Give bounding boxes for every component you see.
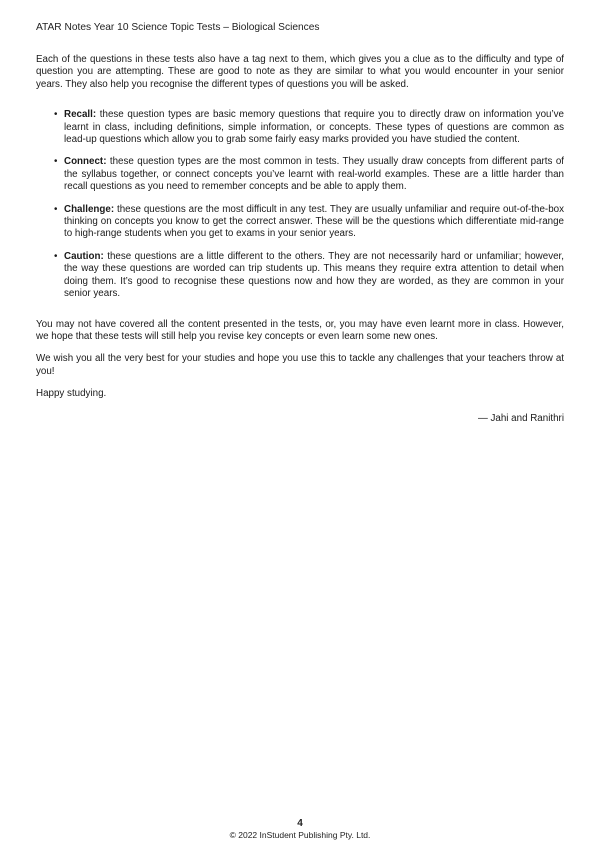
intro-paragraph: Each of the questions in these tests also have a tag next to them, which gives you a clue as to the difficulty and type of question you are attempting. These are good to note as they are similar to what you would encounter in your senior years. They also help you recognise the different types of questions you will be asked. bbox=[36, 54, 564, 90]
tag-description: these question types are the most common in tests. They usually draw concepts from different parts of the syllabus together, or connect concepts you’ve learnt with real-world examples. These are a little harder than recall questions as you need to remember concepts and be able to apply them. bbox=[64, 156, 564, 193]
tag-item-caution bbox=[36, 251, 564, 301]
tag-item-recall bbox=[36, 109, 564, 146]
tag-item-connect bbox=[36, 156, 564, 193]
closing-paragraph: Happy studying. bbox=[36, 388, 107, 400]
bullet-icon: • bbox=[54, 109, 58, 121]
bullet-icon: • bbox=[54, 203, 58, 215]
tag-description: these questions are a little different to the others. They are not necessarily hard or unfamiliar; however, the way these questions are worded can trip students up. This means they require extra attention to detail when doing them. It’s good to recognise these questions now and how they are worded, as they are common in your senior years. bbox=[64, 250, 564, 300]
copyright-notice: © 2022 InStudent Publishing Pty. Ltd. bbox=[229, 830, 371, 840]
tag-item-challenge bbox=[36, 204, 564, 241]
page-number: 4 bbox=[297, 818, 303, 829]
bullet-icon: • bbox=[54, 156, 58, 168]
tag-description: these questions are the most difficult in any test. They are usually unfamiliar and require out-of-the-box thinking on concepts you know to get the correct answer. These will be the questions which differentiate mid-range to high-range students when you get to exams in your senior years. bbox=[64, 203, 564, 240]
running-header: ATAR Notes Year 10 Science Topic Tests – Biological Sciences bbox=[36, 22, 320, 33]
page-content bbox=[36, 54, 564, 425]
wishes-paragraph: We wish you all the very best for your studies and hope you use this to tackle any challenges that your teachers throw at you! bbox=[36, 353, 564, 377]
tag-term: Challenge: bbox=[64, 203, 115, 215]
tag-term: Connect: bbox=[64, 156, 107, 168]
tag-term: Recall: bbox=[64, 109, 97, 121]
bullet-icon: • bbox=[54, 250, 58, 262]
author-signature: — Jahi and Ranithri bbox=[477, 412, 564, 424]
coverage-paragraph: You may not have covered all the content presented in the tests, or, you may have even learnt more in class. However, we hope that these tests will still help you revise key concepts or even learn some new ones. bbox=[36, 318, 564, 342]
tag-term: Caution: bbox=[64, 250, 104, 262]
tag-description: these question types are basic memory questions that require you to directly draw on information you’ve learnt in class, including definitions, simple information, or concepts. These types of questions are common as lead-up questions which allow you to grab some fairly easy marks provided you have studied the content. bbox=[64, 109, 564, 146]
question-tag-list bbox=[36, 109, 564, 300]
